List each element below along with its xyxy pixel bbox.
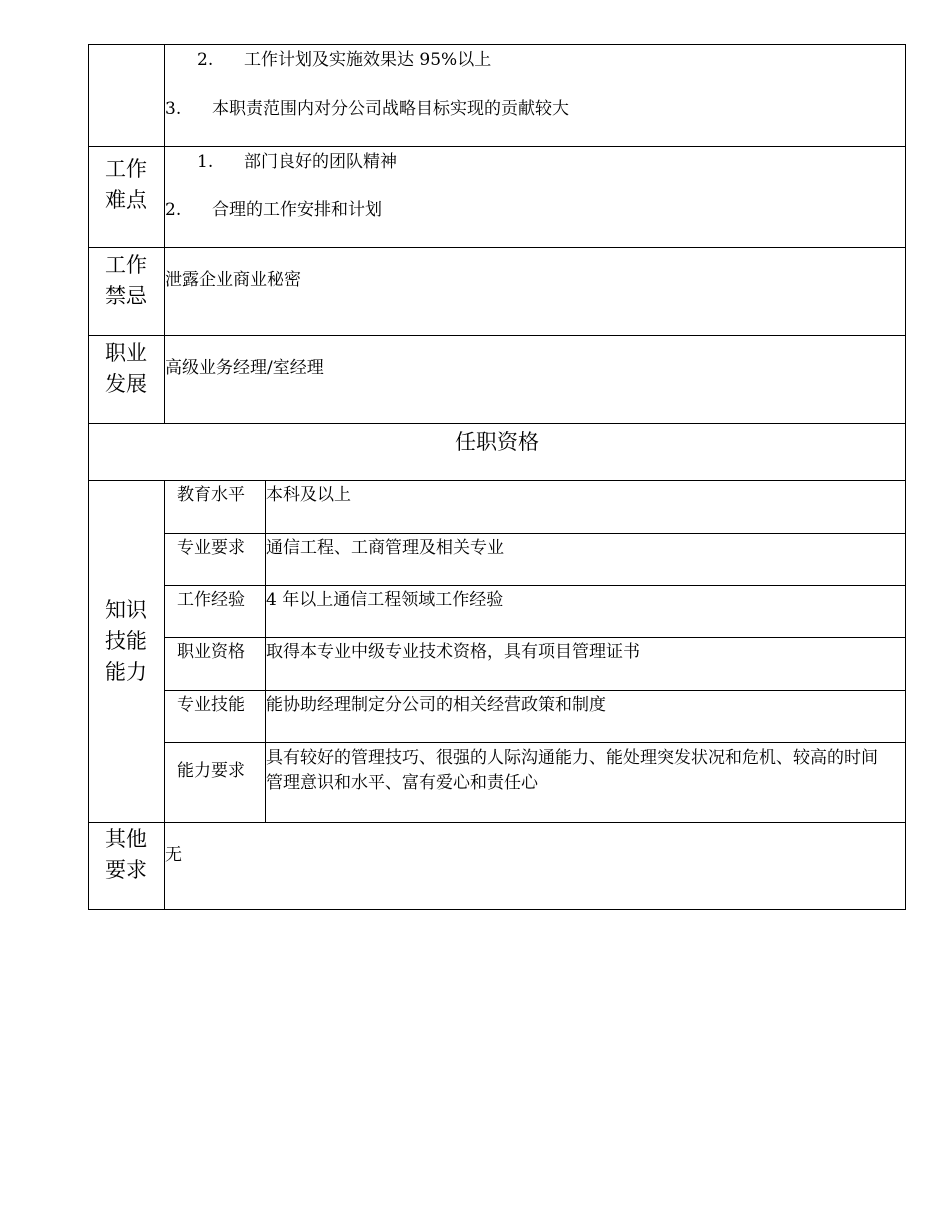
- label-line: 能力: [105, 660, 147, 684]
- requirement-name-ability: 能力要求: [177, 761, 245, 781]
- label-line: 难点: [105, 188, 147, 212]
- goal-item-number: 3.: [165, 99, 182, 119]
- difficulty-item-text: 部门良好的团队精神: [244, 152, 397, 172]
- requirement-value-skills: 能协助经理制定分公司的相关经营政策和制度: [266, 695, 606, 715]
- difficulty-item-number: 1.: [197, 152, 214, 172]
- goal-item-number: 2.: [197, 50, 214, 70]
- row-divider: [88, 423, 906, 424]
- sub-row-divider: [164, 690, 906, 691]
- requirement-value-education: 本科及以上: [266, 485, 351, 505]
- sub-row-divider: [164, 533, 906, 534]
- label-line: 职业: [105, 341, 147, 365]
- requirement-name-major: 专业要求: [177, 538, 245, 558]
- taboo-text: 泄露企业商业秘密: [165, 270, 301, 290]
- difficulty-item-number: 2.: [165, 200, 182, 220]
- requirement-name-certification: 职业资格: [177, 642, 245, 662]
- row-divider: [88, 822, 906, 823]
- other-text: 无: [165, 845, 182, 865]
- requirement-name-skills: 专业技能: [177, 695, 245, 715]
- other-label: [96, 824, 156, 886]
- knowledge-label: [96, 595, 156, 688]
- requirement-value-experience: 4 年以上通信工程领域工作经验: [266, 590, 504, 610]
- sub-row-divider: [164, 585, 906, 586]
- taboo-label: [96, 250, 156, 312]
- label-line: 发展: [105, 372, 147, 396]
- label-line: 禁忌: [105, 284, 147, 308]
- row-divider: [88, 480, 906, 481]
- row-divider: [88, 335, 906, 336]
- career-text: 高级业务经理/室经理: [165, 358, 324, 378]
- requirement-name-education: 教育水平: [177, 485, 245, 505]
- label-line: 其他: [105, 827, 147, 851]
- difficulty-item-text: 合理的工作安排和计划: [212, 200, 382, 220]
- qualification-section-title: 任职资格: [455, 430, 539, 454]
- sub-row-divider: [164, 637, 906, 638]
- goal-item-text: 本职责范围内对分公司战略目标实现的贡献较大: [212, 99, 569, 119]
- label-line: 要求: [105, 858, 147, 882]
- requirement-name-experience: 工作经验: [177, 590, 245, 610]
- requirement-value-certification: 取得本专业中级专业技术资格，具有项目管理证书: [266, 642, 640, 662]
- requirement-value-major: 通信工程、工商管理及相关专业: [266, 538, 504, 558]
- career-label: [96, 338, 156, 400]
- label-line: 知识: [105, 598, 147, 622]
- sub-row-divider: [164, 742, 906, 743]
- difficulty-label: [96, 154, 156, 216]
- requirement-value-ability: 具有较好的管理技巧、很强的人际沟通能力、能处理突发状况和危机、较高的时间管理意识和水平、富有爱心和责任心: [266, 748, 878, 793]
- label-line: 技能: [105, 629, 147, 653]
- row-divider: [88, 146, 906, 147]
- label-line: 工作: [105, 253, 147, 277]
- row-divider: [88, 247, 906, 248]
- goal-item-text: 工作计划及实施效果达 95%以上: [244, 50, 492, 70]
- label-line: 工作: [105, 157, 147, 181]
